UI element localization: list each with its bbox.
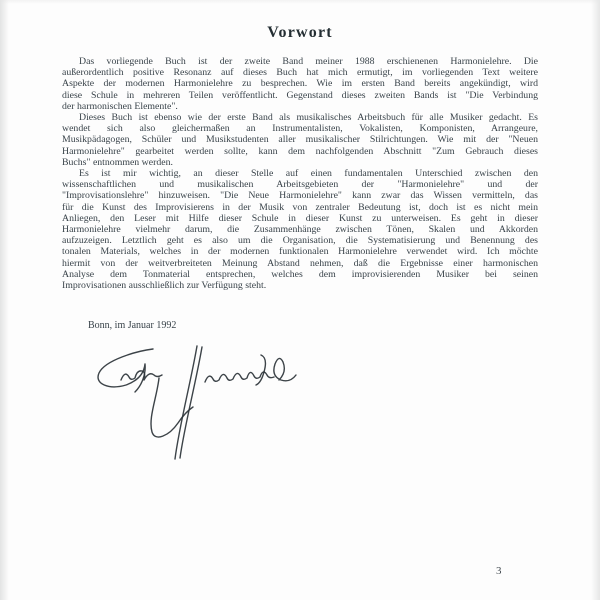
text-line: diese Schule in mehreren Teilen veröffentlicht. Gegenstand dieses zweiten Bands ist "Die Verbindung <box>62 89 538 101</box>
text-line: hiermit von der weitverbreiteten Meinung Abstand nehmen, daß die Ergebnisse einer harmonischen <box>62 257 538 269</box>
text-line: tonalen Materials, welches in der modernen funktionalen Harmonielehre verwendet wird. Ich möchte <box>62 246 538 258</box>
text-line: Dieses Buch ist ebenso wie der erste Band als musikalisches Arbeitsbuch für alle Musiker gedacht. Es <box>79 112 538 124</box>
text-line: Aspekte der modernen Harmonielehre zu besprechen. Wie im ersten Band bereits angekündigt, wird <box>62 78 538 90</box>
date-line: Bonn, im Januar 1992 <box>88 320 177 331</box>
text-line: aufzuzeigen. Letztlich geht es also um die Organisation, die Systematisierung und Benennung des <box>62 235 538 247</box>
text-line: Buchs" entnommen werden. <box>62 156 173 168</box>
text-line: "Improvisationslehre" hinzuweisen. "Die Neue Harmonielehre" kann zwar das Wissen vermitteln, das <box>62 190 538 202</box>
text-line: für die Kunst des Improvisierens in der Musik von zentraler Bedeutung ist, doch ist es nicht mein <box>62 201 538 213</box>
text-line: Harmonielehre vielmehr darum, die Zusammenhänge zwischen Tönen, Skalen und Akkorden <box>62 224 538 236</box>
signature-autograph <box>75 341 315 471</box>
signature-icon <box>75 341 315 471</box>
text-line: Das vorliegende Buch ist der zweite Band meiner 1988 erschienenen Harmonielehre. Die <box>79 56 538 67</box>
page-title: Vorwort <box>267 24 333 41</box>
text-line: der harmonischen Elemente". <box>62 100 178 112</box>
text-line: wendet sich also gleichermaßen an Instrumentalisten, Vokalisten, Komponisten, Arrangeure, <box>62 123 538 135</box>
text-line: Anliegen, den Leser mit Hilfe dieser Schule in dieser Kunst zu unterweisen. Es geht in dieser <box>62 212 538 224</box>
text-line: außerordentlich positive Resonanz auf dieses Buch hat mich ermutigt, im vorliegenden Text weitere <box>62 67 538 79</box>
text-line: Harmonielehre" gearbeitet werden sollte, kann dem nachfolgenden Abschnitt "Zum Gebrauch dieses <box>62 145 538 157</box>
text-line: Es ist mir wichtig, an dieser Stelle auf einen fundamentalen Unterschied zwischen den <box>79 168 538 180</box>
text-line: Improvisationen ausschließlich zur Verfügung steht. <box>62 280 267 292</box>
text-line: wissenschaftlichen und musikalischen Arbeitsgebieten der "Harmonielehre" und der <box>62 179 538 191</box>
body-text <box>62 56 538 291</box>
page-number: 3 <box>496 565 502 577</box>
text-line: Analyse dem Tonmaterial entsprechen, welches dem improvisierenden Musiker bei seinen <box>62 268 538 280</box>
text-line: Musikpädagogen, Schüler und Musikstudenten aller musikalischer Stilrichtungen. Wie mit der "Neuen <box>62 134 538 146</box>
